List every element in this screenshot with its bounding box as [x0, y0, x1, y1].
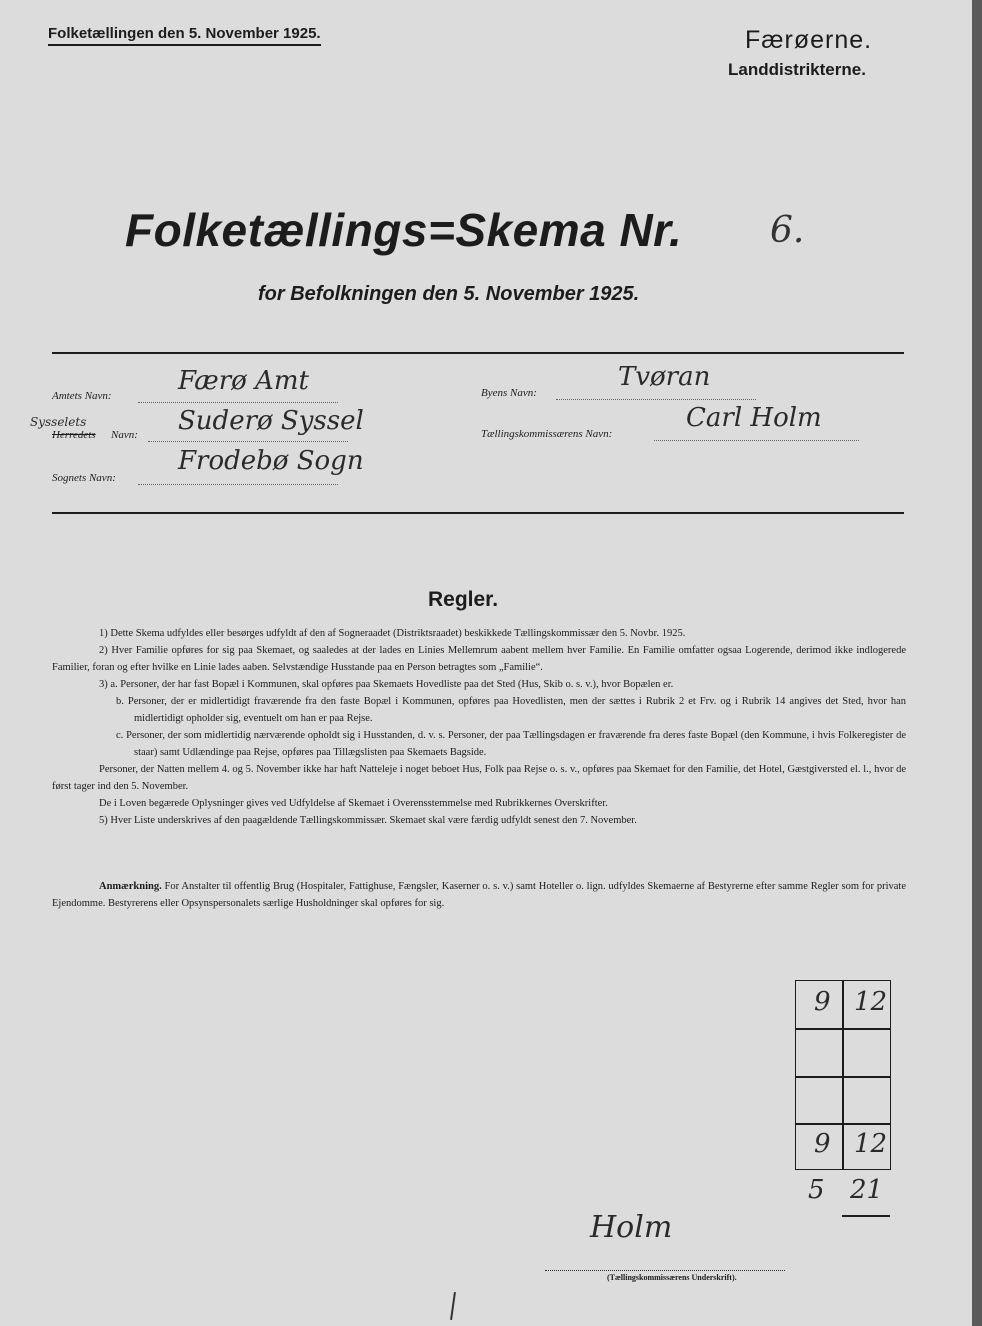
herred-correction: Sysselets: [30, 415, 87, 429]
header-district-type: Landdistrikterne.: [728, 60, 866, 79]
tally-divider-row: [796, 1123, 890, 1125]
sogn-dotted-line: [138, 484, 338, 485]
tally-underline: [842, 1215, 890, 1217]
by-value: Tvøran: [618, 362, 711, 392]
herred-struck-label: Herredets: [52, 429, 96, 441]
tally-r4-c2: 12: [854, 1129, 888, 1159]
rule-1: 1) Dette Skema udfyldes eller besørges udfyldt af den af Sogneraadet (Distriktsraadet) beskikkede Tællingskommissær den 5. Novbr. 1925.: [99, 628, 686, 639]
amt-dotted-line: [138, 402, 338, 403]
divider-bottom: [52, 512, 904, 514]
rule-4: Personer, der Natten mellem 4. og 5. November ikke har haft Natteleje i noget beboet Hus, Folk paa Rejse o. s. v., opføres paa Skemaet for den Familie, det Hotel, Gæstgiversted el. l., hvor de først tager ind den 5. November.: [52, 764, 906, 792]
sogn-label: Sognets Navn:: [52, 472, 116, 484]
scan-edge: [972, 0, 982, 1326]
tally-divider-vertical: [842, 981, 844, 1169]
tally-below-c2: 21: [850, 1175, 884, 1205]
rule-3c: c. Personer, der som midlertidig nærværende opholdt sig i Husstanden, d. v. s. Personer, der paa Tællingsdagen er fraværende fra deres faste Bopæl (den Kommune, i hvis Folkeregister de staar) samt Udlændinge paa Rejse, opføres paa Tillægslisten paa Skemaets Bagside.: [116, 730, 906, 758]
form-subtitle: for Befolkningen den 5. November 1925.: [258, 283, 640, 305]
herred-dotted-line: [148, 441, 348, 442]
rule-3a: 3) a. Personer, der har fast Bopæl i Kommunen, skal opføres paa Skemaets Hovedliste paa det Sted (Hus, Skib o. s. v.), hvor Bopælen er.: [99, 679, 674, 690]
rule-4b: De i Loven begærede Oplysninger gives ved Udfyldelse af Skemaet i Overensstemmelse med Rubrikkernes Overskrifter.: [99, 798, 608, 809]
form-title: Folketællings=Skema Nr.: [125, 204, 683, 256]
header-census-date: Folketællingen den 5. November 1925.: [48, 25, 321, 46]
tally-grid: [795, 980, 891, 1170]
signature-line: [545, 1270, 785, 1271]
by-dotted-line: [556, 399, 756, 400]
tally-below-c1: 5: [808, 1175, 825, 1205]
annotation-text: For Anstalter til offentlig Brug (Hospitaler, Fattighuse, Fængsler, Kaserner o. s. v.) samt Hoteller o. lign. udfyldes Skemaerne af Bestyrerne efter samme Regler som for private Ejendomme. Bestyrerens eller Opsynspersonalets særlige Husholdninger skal opføres for sig.: [52, 881, 906, 909]
form-number-handwritten: 6.: [770, 210, 805, 251]
tally-r4-c1: 9: [814, 1129, 831, 1159]
kommissaer-value: Carl Holm: [686, 403, 822, 433]
annotation-label: Anmærkning.: [99, 881, 162, 892]
pen-mark: [450, 1292, 455, 1320]
sogn-value: Frodebø Sogn: [178, 446, 364, 476]
amt-value: Færø Amt: [178, 366, 309, 396]
divider-top: [52, 352, 904, 354]
signature-handwritten: Holm: [590, 1210, 673, 1245]
header-region: Færøerne.: [745, 26, 873, 54]
rule-2: 2) Hver Familie opføres for sig paa Skemaet, og saaledes at der lades en Linies Mellemrum aabent mellem hver Familie. En Familie omfatter ogsaa Logerende, derimod ikke indlogerede Familier, foran og efter hvilke en Linie lades aaben. Selvstændige Husstande paa en Person betragtes som „Familie“.: [52, 645, 906, 673]
tally-divider-row: [796, 1028, 890, 1030]
herred-value: Suderø Syssel: [178, 406, 364, 436]
by-label: Byens Navn:: [481, 387, 537, 399]
tally-r1-c1: 9: [814, 987, 831, 1017]
herred-label: Navn:: [111, 429, 138, 441]
signature-caption: (Tællingskommissærens Underskrift).: [607, 1273, 737, 1282]
rules-heading: Regler.: [428, 588, 499, 611]
rules-text: [52, 625, 906, 829]
tally-r1-c2: 12: [854, 987, 888, 1017]
kommissaer-label: Tællingskommissærens Navn:: [481, 428, 613, 440]
rule-3b: b. Personer, der er midlertidigt fraværende fra den faste Bopæl i Kommunen, opføres paa Hovedlisten, men der sættes i Rubrik 2 et Frv. og i Rubrik 14 angives det Sted, hvor han midlertidigt opholder sig, eventuelt om han er paa Rejse.: [116, 696, 906, 724]
rule-5: 5) Hver Liste underskrives af den paagældende Tællingskommissær. Skemaet skal være færdig udfyldt senest den 7. November.: [99, 815, 637, 826]
annotation-note: [52, 878, 906, 912]
tally-divider-row: [796, 1076, 890, 1078]
amt-label: Amtets Navn:: [52, 390, 112, 402]
kommissaer-dotted-line: [654, 440, 859, 441]
